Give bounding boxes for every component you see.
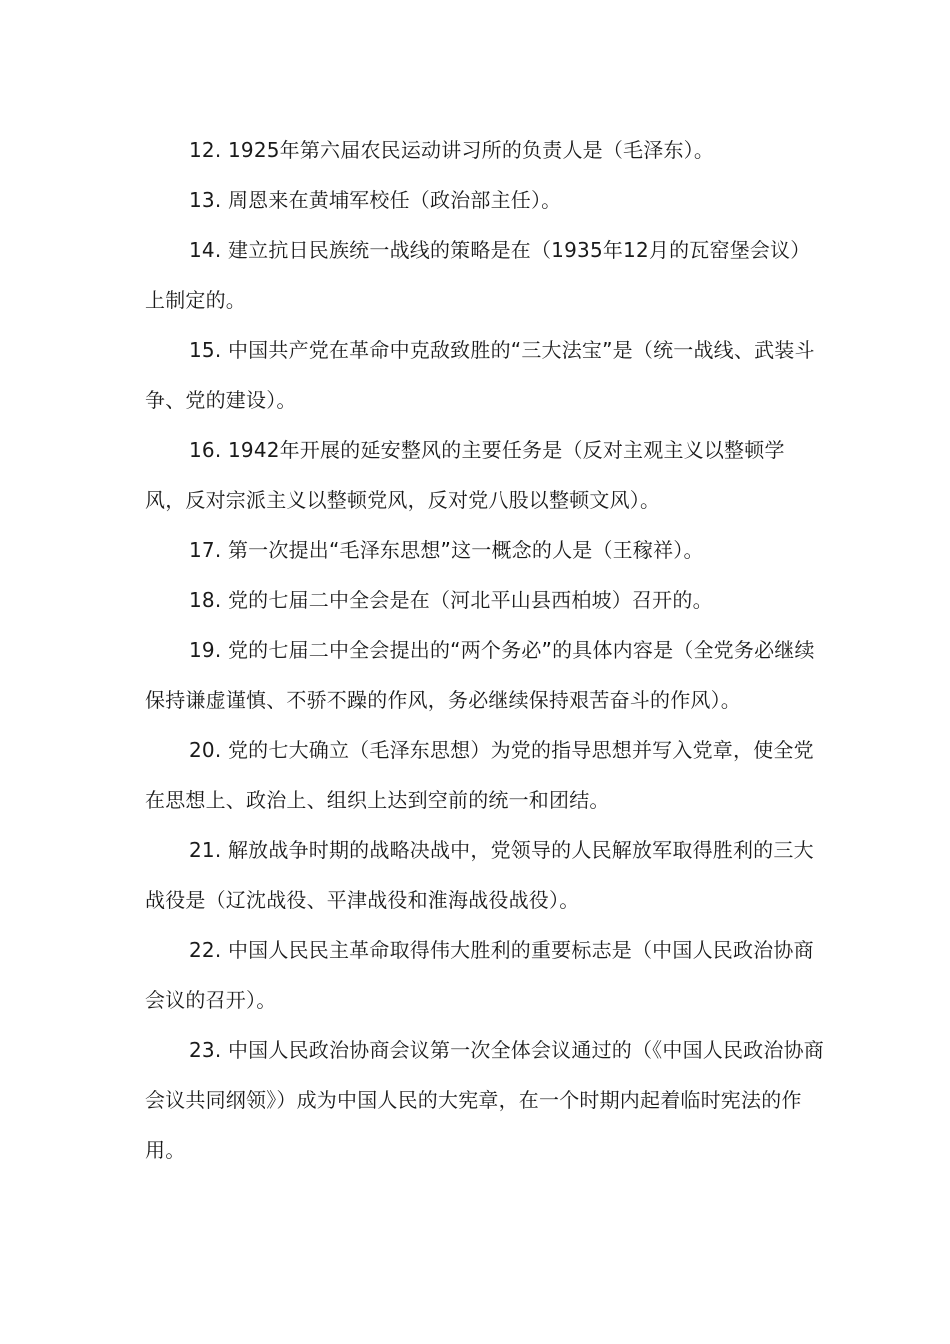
question-item-15: 15. 中国共产党在革命中克敌致胜的“三大法宝”是（统一战线、武装斗争、党的建设）。 [145, 338, 815, 412]
question-item-12: 12. 1925年第六届农民运动讲习所的负责人是（毛泽东）。 [189, 138, 715, 162]
question-item-18: 18. 党的七届二中全会是在（河北平山县西柏坡）召开的。 [189, 588, 713, 612]
question-item-14: 14. 建立抗日民族统一战线的策略是在（1935年12月的瓦窑堡会议）上制定的。 [145, 238, 811, 312]
question-item-22: 22. 中国人民民主革命取得伟大胜利的重要标志是（中国人民政治协商会议的召开）。 [145, 938, 814, 1012]
question-item-21: 21. 解放战争时期的战略决战中，党领导的人民解放军取得胜利的三大战役是（辽沈战役、平津战役和淮海战役战役）。 [145, 838, 814, 912]
question-item-17: 17. 第一次提出“毛泽东思想”这一概念的人是（王稼祥）。 [189, 538, 704, 562]
question-item-23: 23. 中国人民政治协商会议第一次全体会议通过的（《中国人民政治协商会议共同纲领》）成为中国人民的大宪章，在一个时期内起着临时宪法的作用。 [145, 1038, 824, 1162]
document-body [145, 125, 825, 1175]
question-item-20: 20. 党的七大确立（毛泽东思想）为党的指导思想并写入党章，使全党在思想上、政治上、组织上达到空前的统一和团结。 [145, 738, 814, 812]
question-item-19: 19. 党的七届二中全会提出的“两个务必”的具体内容是（全党务必继续保持谦虚谨慎、不骄不躁的作风，务必继续保持艰苦奋斗的作风）。 [145, 638, 815, 712]
question-item-13: 13. 周恩来在黄埔军校任（政治部主任）。 [189, 188, 562, 212]
question-item-16: 16. 1942年开展的延安整风的主要任务是（反对主观主义以整顿学风，反对宗派主义以整顿党风，反对党八股以整顿文风）。 [145, 438, 785, 512]
